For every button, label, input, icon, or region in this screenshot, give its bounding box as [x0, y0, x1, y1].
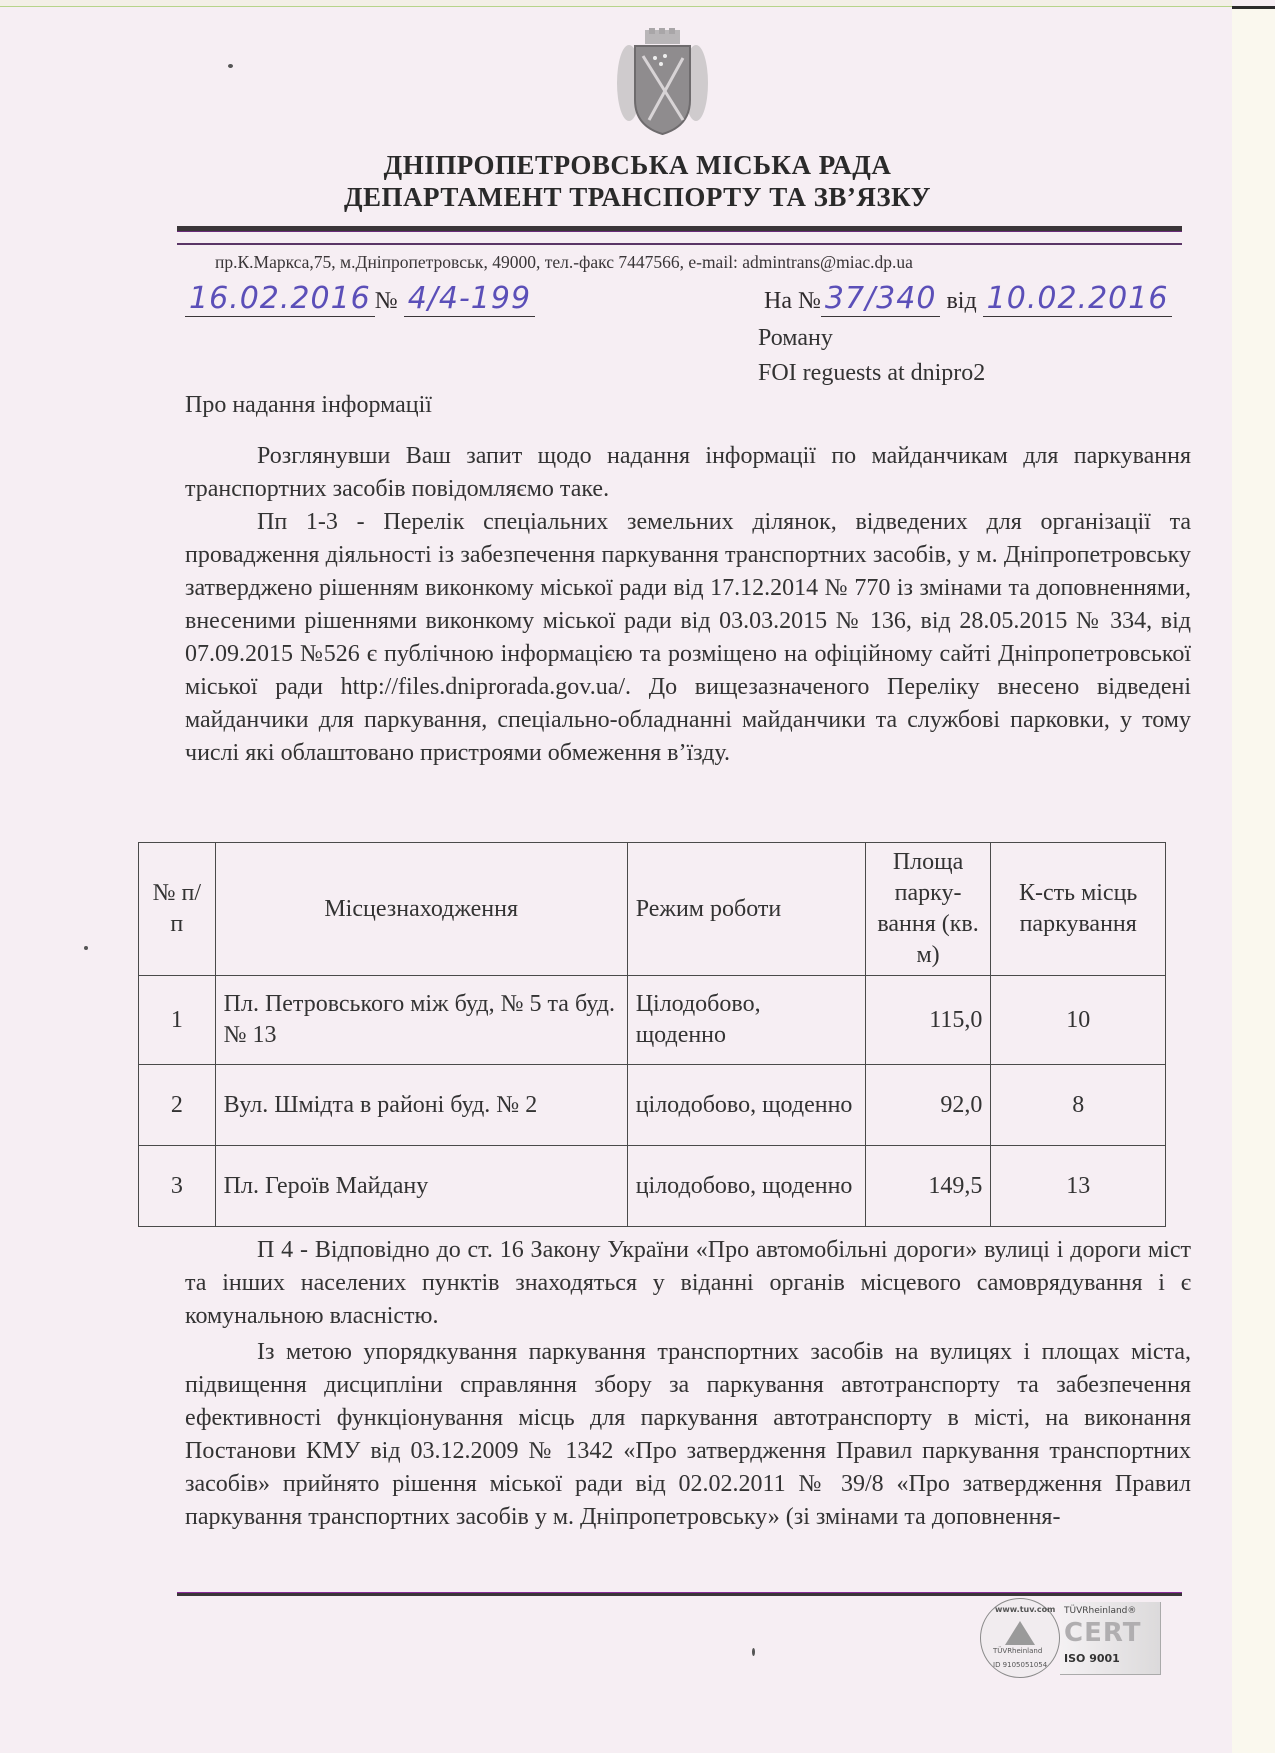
paragraph-intro: Розглянувши Ваш запит щодо надання інформації по майданчикам для паркування транспортних засобів повідомляємо таке.	[185, 443, 1191, 502]
tuv-seal-icon	[980, 1598, 1060, 1678]
paragraph-item-4: П 4 - Відповідно до ст. 16 Закону України «Про автомобільні дороги» вулиці і дороги міст та інших населених пунктів знаходяться у віданні органів місцевого самоврядування і є комунальною власністю.	[185, 1237, 1191, 1329]
cell-location: Пл. Героїв Майдану	[215, 1146, 627, 1227]
tuv-triangle-icon	[1005, 1621, 1035, 1645]
incoming-reference	[764, 282, 1172, 317]
cell-count: 10	[991, 976, 1166, 1065]
seal-brand: TÜVRheinland	[993, 1647, 1043, 1655]
tuv-certification-badge	[980, 1594, 1162, 1678]
header-location: Місцезнаходження	[215, 843, 627, 976]
cell-count: 8	[991, 1065, 1166, 1146]
cert-word: CERT	[1064, 1618, 1142, 1648]
cell-num: 3	[139, 1146, 216, 1227]
recipient-name: Роману	[758, 325, 833, 351]
cert-label	[1060, 1602, 1161, 1675]
cell-mode: Цілодобово, щоденно	[627, 976, 865, 1065]
letterhead-divider-thin	[177, 243, 1182, 245]
header-area: Площа парку-вання (кв. м)	[865, 843, 991, 976]
table-row	[139, 976, 1166, 1065]
cell-mode: цілодобово, щоденно	[627, 1146, 865, 1227]
cert-standard: ISO 9001	[1064, 1652, 1120, 1665]
scan-speck	[228, 64, 233, 68]
table-row	[139, 1146, 1166, 1227]
cell-location: Вул. Шмідта в районі буд. № 2	[215, 1065, 627, 1146]
number-label: №	[374, 288, 398, 314]
letter-subject: Про надання інформації	[185, 392, 432, 418]
cell-num: 1	[139, 976, 216, 1065]
cell-count: 13	[991, 1146, 1166, 1227]
outgoing-number: 4/4-199	[404, 282, 535, 317]
outgoing-date: 16.02.2016	[185, 282, 375, 317]
recipient-address: FOI reguests at dnipro2	[758, 360, 986, 386]
cell-location: Пл. Петровського між буд, № 5 та буд. № 13	[215, 976, 627, 1065]
table-row	[139, 1065, 1166, 1146]
paragraph-items-1-3: Пп 1-3 - Перелік спеціальних земельних ділянок, відведених для організації та провадження діяльності із забезпечення паркування транспортних засобів, у м. Дніпропетровську затверджено рішенням виконкому міської ради від 17.12.2014 № 770 із змінами та доповненнями, внесеними рішеннями виконкому міської ради від 03.03.2015 № 136, від 28.05.2015 № 334, від 07.09.2015 №526 є публічною інформацією та розміщено на офіційному сайті Дніпропетровської міської ради http://files.dniprorada.gov.ua/. До вищезазначеного Переліку внесено відведені майданчики для паркування, спеціально-обладнанні майданчики та службові парковки, у тому числі які облаштовано пристроями обмеження в’їзду.	[185, 509, 1191, 766]
seal-id: ID 9105051054	[993, 1661, 1048, 1669]
cert-brand: TÜVRheinland®	[1064, 1606, 1137, 1616]
in-reply-label: На №	[764, 288, 821, 314]
cell-area: 149,5	[865, 1146, 991, 1227]
header-mode: Режим роботи	[627, 843, 865, 976]
header-num: № п/п	[139, 843, 216, 976]
org-address: пр.К.Маркса,75, м.Дніпропетровськ, 49000, тел.-факс 7447566, e-mail: admintrans@miac.dp.ua	[215, 252, 913, 272]
table-header-row	[139, 843, 1166, 976]
scan-speck	[84, 946, 88, 950]
from-label: від	[946, 288, 977, 314]
scan-top-edge	[0, 0, 1232, 7]
cell-mode: цілодобово, щоденно	[627, 1065, 865, 1146]
department-name: ДЕПАРТАМЕНТ ТРАНСПОРТУ ТА ЗВ’ЯЗКУ	[343, 182, 932, 212]
in-reply-number: 37/340	[821, 282, 941, 317]
letterhead-divider	[177, 226, 1182, 232]
outgoing-registration	[185, 282, 535, 317]
header-count: К-сть місць паркування	[991, 843, 1166, 976]
parking-table	[138, 842, 1166, 1227]
in-reply-date: 10.02.2016	[983, 282, 1173, 317]
cell-area: 115,0	[865, 976, 991, 1065]
seal-web: www.tuv.com	[995, 1605, 1056, 1614]
coat-of-arms-icon	[615, 28, 710, 136]
scan-speck	[752, 1648, 755, 1656]
cell-num: 2	[139, 1065, 216, 1146]
scan-right-margin	[1232, 6, 1275, 1753]
paragraph-regulation: Із метою упорядкування паркування транспортних засобів на вулицях і площах міста, підвищення дисципліни справляння збору за паркування автотранспорту та забезпечення ефективності функціонування місць для паркування автотранспорту в місті, на виконання Постанови КМУ від 03.12.2009 № 1342 «Про затвердження Правил паркування транспортних засобів» прийнято рішення міської ради від 02.02.2011 № 39/8 «Про затвердження Правил паркування транспортних засобів у м. Дніпропетровську» (зі змінами та доповнення-	[185, 1339, 1191, 1530]
cell-area: 92,0	[865, 1065, 991, 1146]
org-name: ДНІПРОПЕТРОВСЬКА МІСЬКА РАДА	[383, 150, 892, 180]
